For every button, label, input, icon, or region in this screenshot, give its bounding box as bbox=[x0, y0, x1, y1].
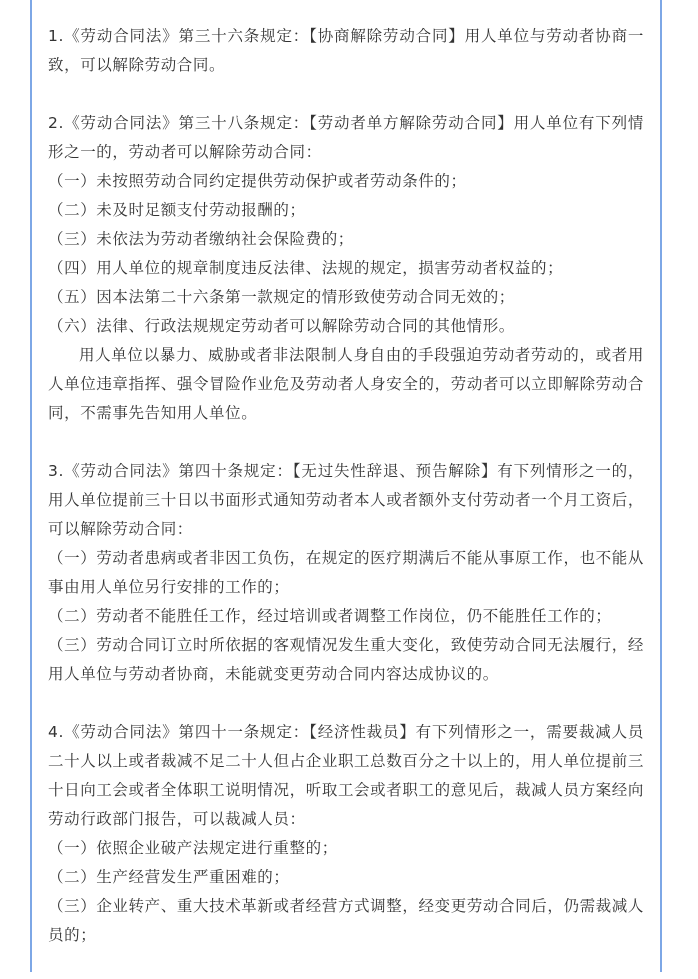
section-article-38 bbox=[48, 109, 644, 428]
list-item: （四）用人单位的规章制度违反法律、法规的规定，损害劳动者权益的； bbox=[48, 259, 564, 277]
list-item: （三）企业转产、重大技术革新或者经营方式调整，经变更劳动合同后，仍需裁减人员的； bbox=[48, 897, 644, 944]
section-article-41 bbox=[48, 718, 644, 950]
list-item: （一）依照企业破产法规定进行重整的； bbox=[48, 839, 338, 857]
article-body bbox=[48, 22, 644, 979]
section-heading: 2.《劳动合同法》第三十八条规定：【劳动者单方解除劳动合同】用人单位有下列情形之一的，劳动者可以解除劳动合同： bbox=[48, 114, 644, 161]
section-paragraph: 用人单位以暴力、威胁或者非法限制人身自由的手段强迫劳动者劳动的，或者用人单位违章指挥、强令冒险作业危及劳动者人身安全的，劳动者可以立即解除劳动合同，不需事先告知用人单位。 bbox=[48, 346, 644, 422]
list-item: （三）劳动合同订立时所依据的客观情况发生重大变化，致使劳动合同无法履行，经用人单位与劳动者协商，未能就变更劳动合同内容达成协议的。 bbox=[48, 636, 644, 683]
list-item: （六）法律、行政法规规定劳动者可以解除劳动合同的其他情形。 bbox=[48, 317, 515, 335]
list-item: （二）劳动者不能胜任工作，经过培训或者调整工作岗位，仍不能胜任工作的； bbox=[48, 607, 612, 625]
list-item: （二）生产经营发生严重困难的； bbox=[48, 868, 290, 886]
list-item: （五）因本法第二十六条第一款规定的情形致使劳动合同无效的； bbox=[48, 288, 515, 306]
section-article-40 bbox=[48, 457, 644, 689]
section-heading: 3.《劳动合同法》第四十条规定：【无过失性辞退、预告解除】有下列情形之一的，用人单位提前三十日以书面形式通知劳动者本人或者额外支付劳动者一个月工资后，可以解除劳动合同： bbox=[48, 462, 644, 538]
list-item: （三）未依法为劳动者缴纳社会保险费的； bbox=[48, 230, 354, 248]
list-item: （一）未按照劳动合同约定提供劳动保护或者劳动条件的； bbox=[48, 172, 467, 190]
list-item: （二）未及时足额支付劳动报酬的； bbox=[48, 201, 306, 219]
section-heading: 1.《劳动合同法》第三十六条规定：【协商解除劳动合同】用人单位与劳动者协商一致，可以解除劳动合同。 bbox=[48, 27, 644, 74]
list-item: （一）劳动者患病或者非因工负伤，在规定的医疗期满后不能从事原工作，也不能从事由用人单位另行安排的工作的； bbox=[48, 549, 644, 596]
section-heading: 4.《劳动合同法》第四十一条规定：【经济性裁员】有下列情形之一，需要裁减人员二十人以上或者裁减不足二十人但占企业职工总数百分之十以上的，用人单位提前三十日向工会或者全体职工说明情况，听取工会或者职工的意见后，裁减人员方案经向劳动行政部门报告，可以裁减人员： bbox=[48, 723, 644, 828]
section-article-36 bbox=[48, 22, 644, 80]
